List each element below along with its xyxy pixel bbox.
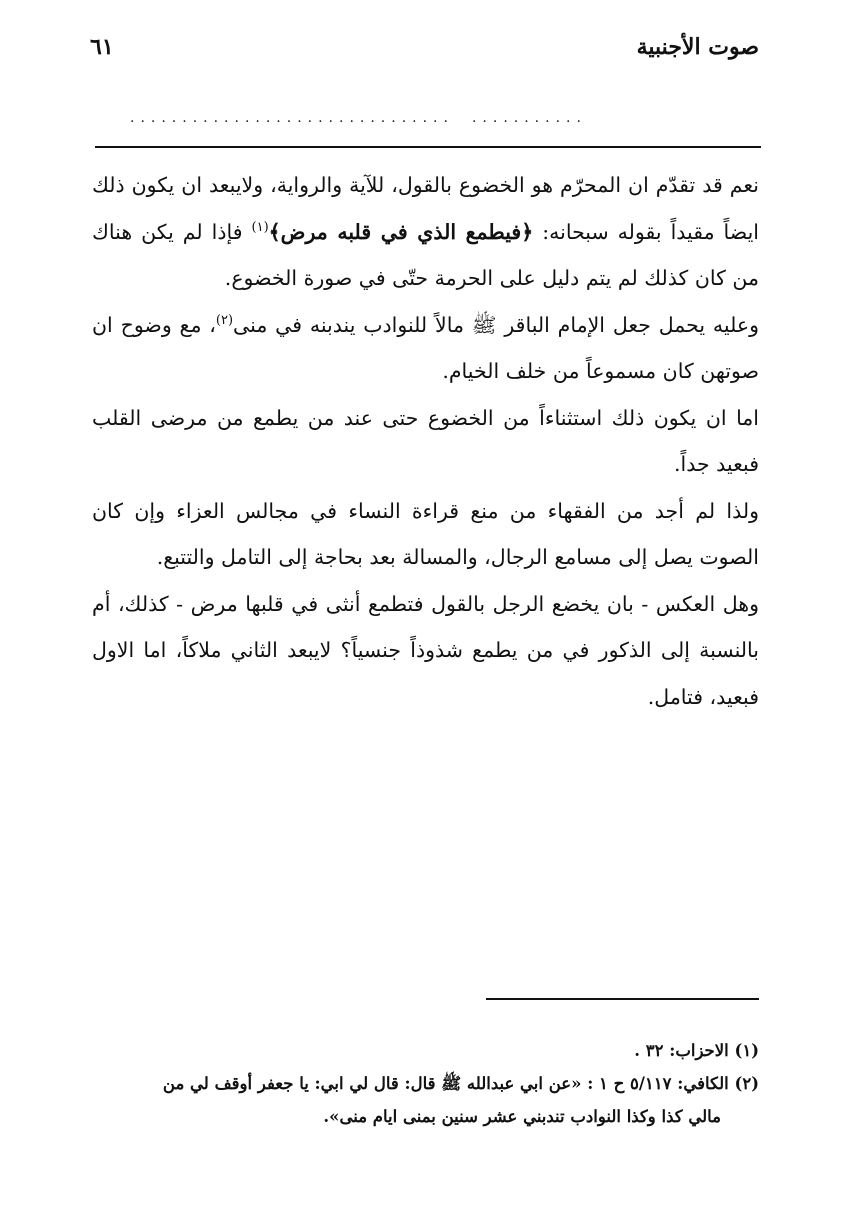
paragraph-1-text-b: فإذا لم يكن هناك من كان كذلك لم يتم دليل على الحرمة حتّى في صورة الخضوع. xyxy=(92,219,759,290)
footnote-ref-1[interactable]: (١) xyxy=(251,219,269,235)
footnote-1: (١) الاحزاب: ٣٢ . xyxy=(634,1041,759,1060)
footnote-2-continued: مالي كذا وكذا النوادب تندبني عشر سنين بمنى ايام منى». xyxy=(323,1107,721,1126)
header-rule xyxy=(95,146,761,148)
quran-verse: ﴿فيطمع الذي في قلبه مرض﴾ xyxy=(268,219,534,244)
footnote-2: (٢) الكافي: ٥/١١٧ ح ١ : «عن ابي عبدالله ﷺ قال: قال لي ابي: يا جعفر أوقف لي من xyxy=(162,1074,759,1093)
page-number: ٦١ xyxy=(90,34,114,60)
page-header xyxy=(90,34,759,74)
paragraph-4: ولذا لم أجد من الفقهاء من منع قراءة النساء في مجالس العزاء وإن كان الصوت يصل إلى مسامع الرجال، والمسالة بعد بحاجة إلى التامل والتتبع. xyxy=(92,498,759,569)
footnote-ref-2[interactable]: (٢) xyxy=(215,312,234,328)
main-text xyxy=(92,162,759,720)
footnote-rule xyxy=(486,998,759,1000)
paragraph-3: اما ان يكون ذلك استثناءاً من الخضوع حتى عند من يطمع من مرضى القلب فبعيد جداً. xyxy=(92,405,759,476)
paragraph-5: وهل العكس - بان يخضع الرجل بالقول فتطمع أنثى في قلبها مرض - كذلك، أم بالنسبة إلى الذكور في من يطمع شذوذاً جنسياً؟ لايبعد الثاني ملاكاً، اما الاول فبعيد، فتامل. xyxy=(92,591,759,709)
paragraph-2-text-b: ، مع وضوح ان صوتهن كان مسموعاً من خلف الخيام. xyxy=(92,312,759,383)
paragraph-1 xyxy=(92,162,759,302)
paragraph-1-text-a: نعم قد تقدّم ان المحرّم هو الخضوع بالقول، للآية والرواية، ولايبعد ان يكون ذلك ايضاً مقيداً بقوله سبحانه: xyxy=(92,173,759,244)
footnotes xyxy=(92,1034,759,1133)
dotted-separator xyxy=(130,110,699,126)
running-title: صوت الأجنبية xyxy=(636,34,759,60)
paragraph-2 xyxy=(92,302,759,395)
paragraph-2-text-a: وعليه يحمل جعل الإمام الباقر ﷺ مالاً للنوادب يندبنه في منى xyxy=(233,312,759,337)
dots-right-group: ........... xyxy=(471,110,587,126)
dots-left-group: ............................... xyxy=(130,110,454,126)
